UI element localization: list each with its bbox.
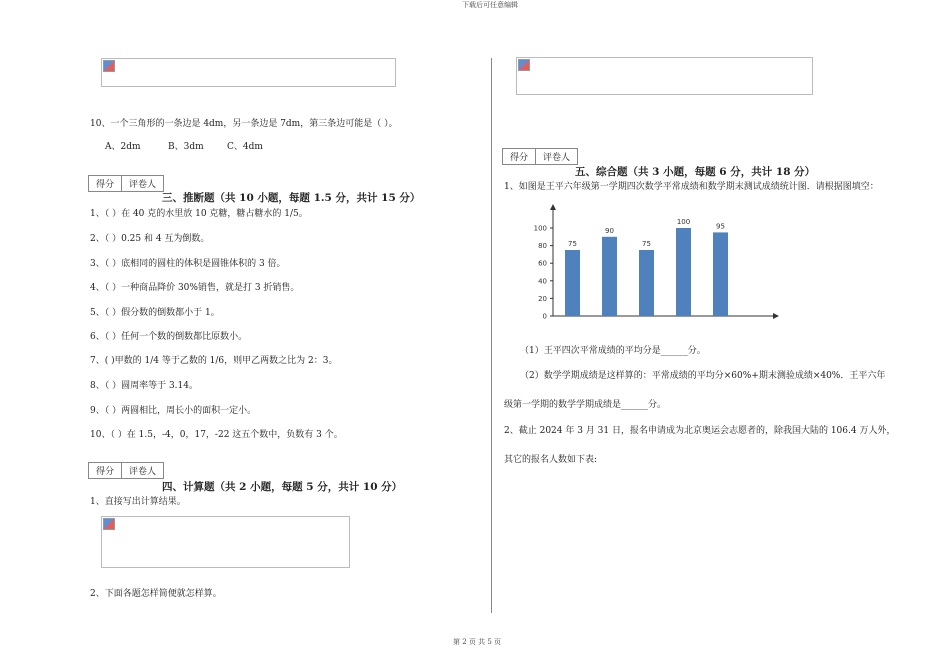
score-label: 得分	[89, 463, 122, 478]
broken-image-icon	[103, 518, 115, 530]
s3-item-5: 5、（ ）假分数的倒数都小于 1。	[90, 308, 220, 318]
grader-label: 评卷人	[542, 153, 570, 163]
s3-item-1: 1、（ ）在 40 克的水里放 10 克糖，糖占糖水的 1/5。	[90, 209, 308, 219]
column-divider	[491, 58, 492, 613]
s3-item-8: 8、（ ）圆周率等于 3.14。	[90, 381, 198, 391]
s3-item-6: 6、（ ）任何一个数的倒数都比原数小。	[90, 332, 248, 342]
page-footer: 第 2 页 共 5 页	[453, 638, 502, 646]
y-tick-label: 20	[538, 294, 547, 303]
s5-q1-sub1: （1）王平四次平常成绩的平均分是______分。	[520, 346, 706, 356]
score-box-section5	[502, 148, 578, 165]
grader-label: 评卷人	[128, 467, 156, 477]
section3-title: 三、推断题（共 10 小题，每题 1.5 分，共计 15 分）	[162, 192, 421, 204]
score-bar-chart	[520, 200, 790, 325]
q10-option-c: C、4dm	[227, 142, 263, 152]
s3-item-3: 3、（ ）底相同的圆柱的体积是圆锥体积的 3 倍。	[90, 259, 286, 269]
bar	[713, 232, 728, 316]
grader-label: 评卷人	[128, 180, 156, 190]
score-box-section3	[88, 175, 164, 192]
s3-item-4: 4、（ ）一种商品降价 30%销售，就是打 3 折销售。	[90, 283, 300, 293]
s3-item-2: 2、（ ）0.25 和 4 互为倒数。	[90, 234, 210, 244]
s4-question-1: 1、直接写出计算结果。	[90, 497, 186, 507]
y-tick-label: 60	[538, 259, 547, 268]
bar-value-label: 100	[676, 218, 691, 226]
q10-option-b: B、3dm	[168, 142, 204, 152]
score-label: 得分	[503, 149, 536, 164]
y-axis-arrow	[550, 204, 556, 210]
q10-option-a: A、2dm	[105, 142, 141, 152]
bar	[602, 237, 617, 316]
s3-item-7: 7、( )甲数的 1/4 等于乙数的 1/6，则甲乙两数之比为 2：3。	[90, 356, 338, 366]
score-box-section4	[88, 462, 164, 479]
header-note: 下载后可任意编辑	[462, 1, 518, 9]
s3-item-10: 10、（ ）在 1.5，-4，0，17，-22 这五个数中，负数有 3 个。	[90, 430, 343, 440]
s5-q2-line2: 其它的报名人数如下表:	[504, 455, 598, 465]
s5-q1-intro: 1、如图是王平六年级第一学期四次数学平常成绩和数学期末测试成绩统计图．请根据图填空：	[504, 182, 879, 192]
y-tick-label: 100	[533, 224, 547, 233]
image-placeholder-top-right	[516, 57, 813, 95]
s5-q1-sub2-line1: （2）数学学期成绩是这样算的：平常成绩的平均分×60%+期末测验成绩×40%．王平六年	[520, 371, 886, 381]
y-tick-label: 80	[538, 242, 547, 251]
s4-question-2: 2、下面各题怎样简便就怎样算。	[90, 589, 222, 599]
bar	[639, 250, 654, 316]
s5-q2-line1: 2、截止 2024 年 3 月 31 日，报名申请成为北京奥运会志愿者的，除我国大陆的 106.4 万人外，	[504, 426, 896, 436]
score-label: 得分	[89, 176, 122, 191]
bar-value-label: 75	[642, 240, 651, 248]
bar-value-label: 95	[716, 222, 725, 231]
question-10: 10、一个三角形的一条边是 4dm，另一条边是 7dm，第三条边可能是（ ）。	[90, 119, 398, 129]
bar	[676, 228, 691, 316]
section4-title: 四、计算题（共 2 小题，每题 5 分，共计 10 分）	[162, 481, 403, 493]
bar-value-label: 75	[568, 240, 577, 248]
image-placeholder-calc	[101, 516, 350, 568]
section5-title: 五、综合题（共 3 小题，每题 6 分，共计 18 分）	[575, 166, 816, 178]
x-axis-arrow	[773, 313, 779, 319]
y-tick-label: 40	[538, 277, 547, 286]
image-placeholder-top-left	[101, 58, 396, 87]
y-tick-label: 0	[542, 312, 547, 321]
bar-value-label: 90	[605, 226, 614, 235]
broken-image-icon	[518, 59, 530, 71]
s5-q1-sub2-line2: 级第一学期的数学学期成绩是______分。	[504, 400, 667, 410]
s3-item-9: 9、（ ）两圆相比，周长小的面积一定小。	[90, 406, 257, 416]
broken-image-icon	[103, 60, 115, 72]
bar	[565, 250, 580, 316]
